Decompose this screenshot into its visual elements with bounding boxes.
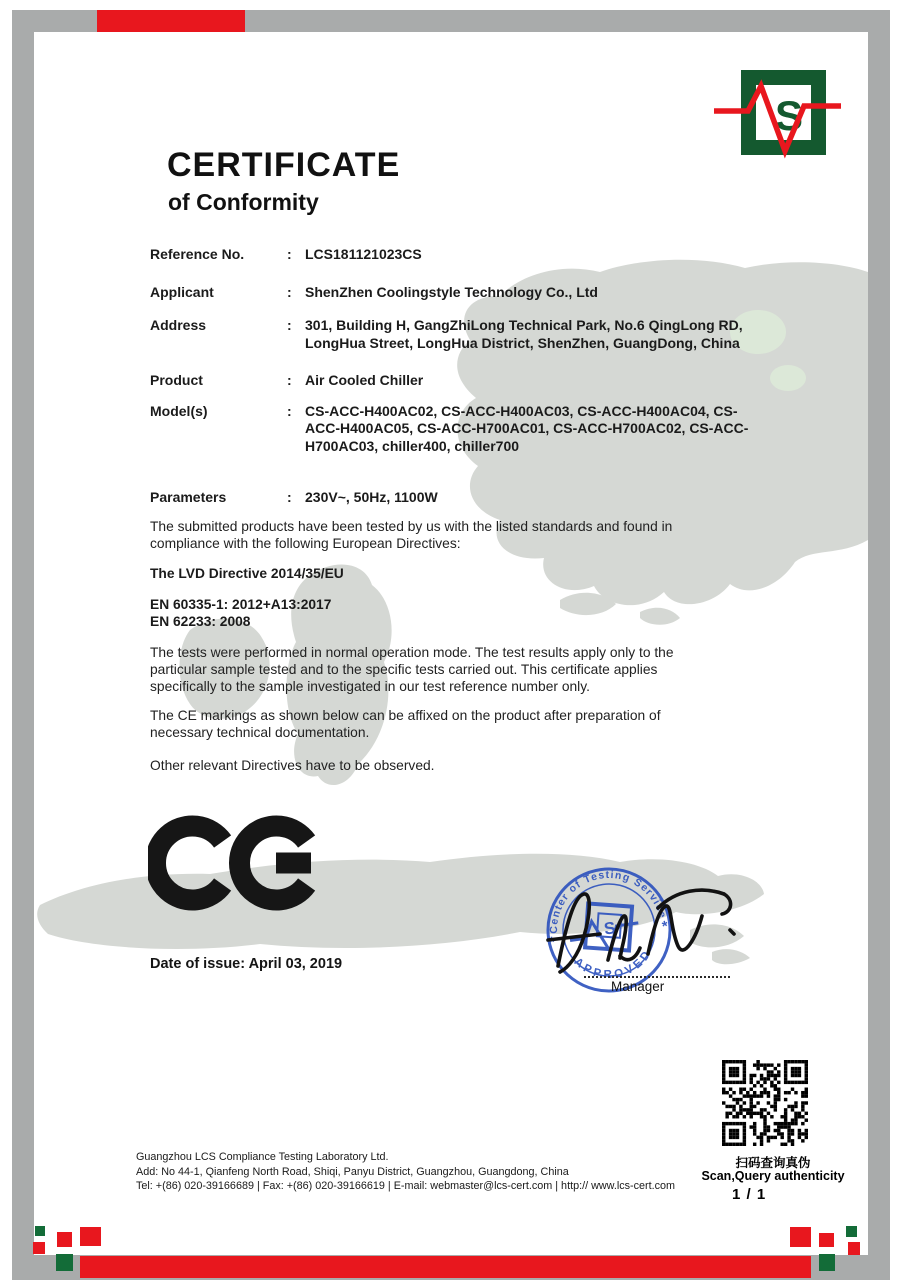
- field-value: LCS181121023CS: [305, 246, 422, 262]
- field-value: 230V~, 50Hz, 1100W: [305, 489, 438, 505]
- field-colon: :: [287, 372, 292, 388]
- stamp-star-left: *: [548, 933, 557, 952]
- decor-square-red: [33, 1242, 45, 1254]
- stamp-arc-bottom-text: APPROVED: [571, 946, 655, 982]
- certificate-title: CERTIFICATE: [167, 146, 401, 184]
- decor-square-red: [819, 1233, 834, 1247]
- footer-contact: Tel: +(86) 020-39166689 | Fax: +(86) 020-39166619 | E-mail: webmaster@lcs-cert.com | http:// www.lcs-cert.com: [136, 1180, 676, 1193]
- signature-line: [584, 960, 730, 978]
- top-red-accent-bar: [97, 10, 245, 32]
- field-row-parameters: [150, 489, 762, 507]
- standard-line-1: EN 60335-1: 2012+A13:2017: [150, 597, 332, 613]
- certificate-subtitle: of Conformity: [168, 189, 319, 215]
- field-colon: :: [287, 246, 292, 262]
- stamp-logo-letter: S: [602, 918, 617, 939]
- qr-caption-english: Scan,Query authenticity: [701, 1169, 845, 1183]
- field-colon: :: [287, 402, 292, 419]
- footer-address: Add: No 44-1, Qianfeng North Road, Shiqi, Panyu District, Guangzhou, Guangdong, China: [136, 1165, 569, 1178]
- signer-title: Manager: [611, 979, 665, 994]
- decor-square-red: [80, 1227, 101, 1246]
- field-row-applicant: [150, 284, 762, 302]
- certificate-body: [150, 519, 716, 775]
- field-label: Parameters: [150, 489, 227, 505]
- field-colon: :: [287, 283, 292, 300]
- logo-letter: S: [774, 92, 804, 139]
- certificate-fields: [150, 246, 762, 507]
- decor-square-red: [790, 1227, 811, 1247]
- field-label: Applicant: [150, 283, 214, 300]
- footer: [136, 1150, 736, 1194]
- field-value: Air Cooled Chiller: [305, 372, 424, 388]
- field-label: Product: [150, 372, 203, 388]
- bottom-red-accent-bar: [80, 1256, 811, 1278]
- footer-company: Guangzhou LCS Compliance Testing Laboratory Ltd.: [136, 1151, 389, 1163]
- field-row-models: [150, 403, 762, 456]
- field-row-address: [150, 317, 762, 352]
- field-label: Reference No.: [150, 246, 245, 262]
- directive-line: The LVD Directive 2014/35/EU: [150, 565, 344, 581]
- date-of-issue: Date of issue: April 03, 2019: [150, 956, 343, 972]
- field-row-reference-no: [150, 246, 762, 264]
- field-value: 301, Building H, GangZhiLong Technical Park, No.6 QingLong RD, LongHua Street, LongHua District, ShenZhen, GuangDong, China: [305, 317, 743, 351]
- field-label: Model(s): [150, 402, 208, 419]
- page-number: 1 / 1: [732, 1186, 767, 1203]
- decor-square-green: [819, 1254, 835, 1271]
- decor-square-green: [35, 1226, 45, 1236]
- intro-paragraph: The submitted products have been tested by us with the listed standards and found in compliance with the following European Directives:: [150, 519, 673, 551]
- decor-square-red: [848, 1242, 860, 1255]
- field-colon: :: [287, 317, 292, 333]
- scan-border-right: [868, 10, 890, 1280]
- stamp-star-right: *: [660, 917, 670, 936]
- field-value: ShenZhen Coolingstyle Technology Co., Ltd: [305, 283, 598, 300]
- other-directives-paragraph: Other relevant Directives have to be observed.: [150, 757, 435, 773]
- stamp-arc-top-text: Center of Testing Service: [547, 868, 669, 934]
- decor-square-green: [846, 1226, 857, 1237]
- standard-line-2: EN 62233: 2008: [150, 614, 251, 630]
- scan-border-left: [12, 10, 34, 1280]
- tests-paragraph: The tests were performed in normal operation mode. The test results apply only to the particular sample tested and to the specific tests carried out. This certificate applies specifically to the sample investigated in our test reference number only.: [150, 644, 674, 694]
- qr-code: [722, 1060, 808, 1146]
- ce-mark: [148, 810, 320, 916]
- lcs-logo: [708, 60, 848, 165]
- field-value: CS-ACC-H400AC02, CS-ACC-H400AC03, CS-ACC-H400AC04, CS-ACC-H400AC05, CS-ACC-H700AC01, CS-ACC-H700AC02, CS-ACC-H700AC03, chiller400, chiller700: [305, 402, 749, 454]
- decor-square-green: [56, 1254, 73, 1271]
- field-row-product: [150, 372, 762, 390]
- ce-markings-paragraph: The CE markings as shown below can be affixed on the product after preparation of necessary technical documentation.: [150, 708, 661, 741]
- qr-caption-chinese: 扫码查询真伪: [735, 1156, 811, 1170]
- field-colon: :: [287, 489, 292, 505]
- field-label: Address: [150, 317, 207, 333]
- decor-square-red: [57, 1232, 72, 1247]
